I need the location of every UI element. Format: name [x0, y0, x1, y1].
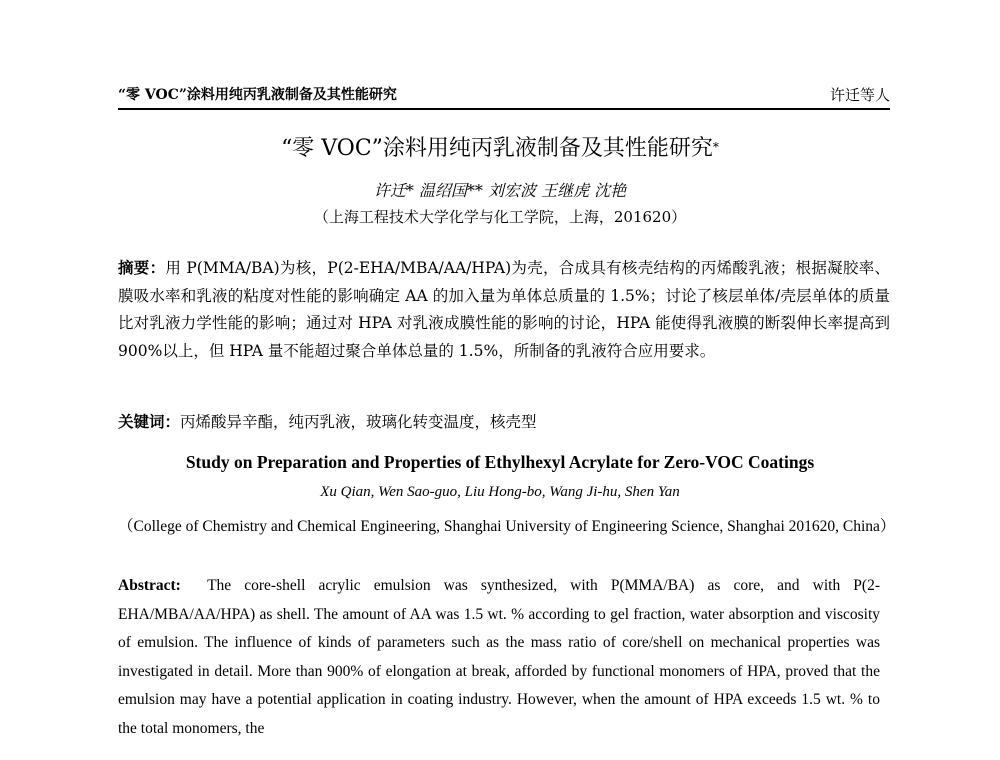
chinese-keywords-label: 关键词：	[118, 412, 181, 431]
english-authors: Xu Qian, Wen Sao-guo, Liu Hong-bo, Wang Ji-hu, Shen Yan	[320, 484, 680, 500]
english-affiliation: （College of Chemistry and Chemical Engineering, Shanghai University of Engineering Science, Shanghai 201620, China）	[118, 518, 896, 535]
chinese-authors: 许迁* 温绍国** 刘宏波 王继虎 沈艳	[373, 181, 627, 200]
english-title: Study on Preparation and Properties of Ethylhexyl Acrylate for Zero-VOC Coatings	[185, 452, 815, 472]
english-abstract-text: The core-shell acrylic emulsion was synthesized, with P(MMA/BA) as core, and with P(2-EHA/MBA/AA/HPA) as shell. The amount of AA was 1.5 wt. % according to gel fraction, water absorption and viscosity of emulsion. The influence of kinds of parameters such as the mass ratio of core/shell on mechanical properties was investigated in detail. More than 900% of elongation at break, afforded by functional monomers of HPA, proved that the emulsion may have a potential application in coating industry. However, when the amount of HPA exceeds 1.5 wt. % to the total monomers, the	[118, 577, 880, 737]
chinese-keywords	[118, 410, 890, 434]
chinese-keywords-text: 丙烯酸异辛酯，纯丙乳液，玻璃化转变温度，核壳型	[180, 413, 537, 431]
chinese-affiliation: （上海工程技术大学化学与化工学院，上海，201620）	[313, 208, 687, 226]
running-head-authors: 许迁等人	[829, 86, 890, 104]
chinese-abstract-label: 摘要：	[118, 258, 166, 277]
running-head-title: “零 VOC”涂料用纯丙乳液制备及其性能研究	[118, 87, 397, 103]
chinese-abstract-text: 用 P(MMA/BA)为核，P(2-EHA/MBA/AA/HPA)为壳，合成具有核壳结构的丙烯酸乳液；根据凝胶率、膜吸水率和乳液的粘度对性能的影响确定 AA 的加入量为单体总质量的 1.5%；讨论了核层单体/壳层单体的质量比对乳液力学性能的影响；通过对 HPA 对乳液成膜性能的影响的讨论，HPA 能使得乳液膜的断裂伸长率提高到 900%以上，但 HPA 量不能超过聚合单体总量的 1.5%，所制备的乳液符合应用要求。	[118, 259, 890, 360]
chinese-title	[0, 134, 1000, 164]
english-abstract-label: Abstract:	[118, 577, 181, 594]
english-abstract	[118, 572, 880, 743]
title-footnote-mark: *	[712, 140, 719, 154]
chinese-abstract	[118, 254, 890, 365]
chinese-title-text: “零 VOC”涂料用纯丙乳液制备及其性能研究	[281, 136, 713, 161]
header-rule	[118, 108, 890, 110]
